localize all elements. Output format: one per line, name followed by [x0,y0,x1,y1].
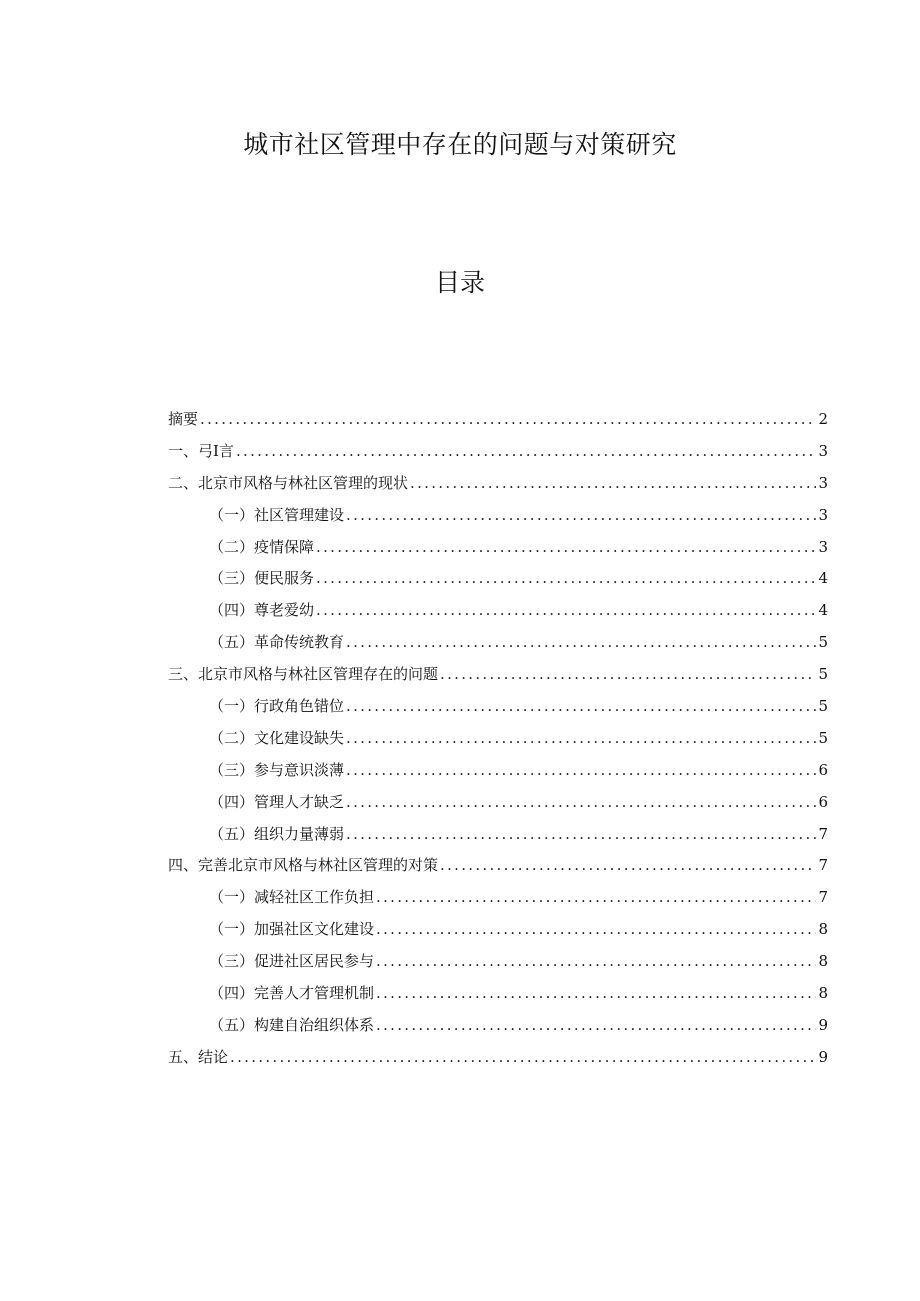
toc-entry-page-number: 4 [818,569,828,588]
toc-entry-label: （五）组织力量薄弱 [209,824,345,843]
toc-entry-page-number: 3 [818,505,828,524]
toc-entry[interactable] [168,500,828,532]
document-title: 城市社区管理中存在的问题与对策研究 [243,130,677,159]
toc-entry-page-number: 7 [818,824,828,843]
toc-entry-label: （一）加强社区文化建设 [209,920,375,939]
toc-entry[interactable] [168,914,828,946]
toc-entry[interactable] [168,627,828,659]
toc-entry-page-number: 5 [818,665,828,684]
toc-entry[interactable] [168,882,828,914]
toc-entry-label: （三）促进社区居民参与 [209,952,375,971]
toc-dot-leader [346,755,816,787]
toc-dot-leader [346,819,816,851]
toc-entry-label: （四）管理人才缺乏 [209,792,345,811]
toc-dot-leader [316,532,816,564]
toc-entry-label: 摘要 [168,410,199,428]
toc-entry-page-number: 8 [818,984,828,1003]
toc-entry[interactable] [168,1010,828,1042]
toc-dot-leader [236,436,816,468]
toc-entry[interactable] [168,468,828,500]
toc-dot-leader [376,882,816,914]
toc-entry[interactable] [168,978,828,1010]
toc-entry[interactable] [168,563,828,595]
toc-dot-leader [376,1010,816,1042]
toc-entry-label: 四、完善北京市风格与林社区管理的对策 [168,856,439,875]
toc-entry-label: （一）社区管理建设 [209,505,345,524]
toc-entry[interactable] [168,404,828,436]
toc-entry-label: （五）构建自治组织体系 [209,1015,375,1034]
toc-entry-page-number: 5 [818,697,828,716]
toc-entry-label: （三）参与意识淡薄 [209,760,345,779]
toc-entry-label: （四）尊老爱幼 [209,601,315,620]
toc-entry[interactable] [168,532,828,564]
toc-entry-label: （四）完善人才管理机制 [209,984,375,1003]
toc-entry[interactable] [168,723,828,755]
toc-entry-page-number: 7 [818,888,828,907]
toc-entry-page-number: 6 [818,792,828,811]
toc-entry-label: 二、北京市风格与林社区管理的现状 [168,473,409,492]
toc-dot-leader [230,1042,816,1074]
toc-dot-leader [346,723,816,755]
toc-dot-leader [410,468,816,500]
table-of-contents [168,404,828,1074]
toc-entry-label: （二）文化建设缺失 [209,728,345,747]
toc-entry-page-number: 3 [818,473,828,492]
toc-entry[interactable] [168,659,828,691]
toc-entry-page-number: 3 [818,537,828,556]
toc-entry[interactable] [168,436,828,468]
toc-dot-leader [376,978,816,1010]
toc-entry-page-number: 7 [818,856,828,875]
toc-dot-leader [440,659,816,691]
toc-entry-page-number: 8 [818,952,828,971]
toc-dot-leader [316,595,816,627]
toc-entry-label: （二）疫情保障 [209,537,315,556]
toc-entry[interactable] [168,787,828,819]
toc-entry[interactable] [168,850,828,882]
toc-dot-leader [346,500,816,532]
toc-entry-page-number: 3 [818,441,828,460]
toc-entry-label: （一）减轻社区工作负担 [209,888,375,907]
toc-entry[interactable] [168,691,828,723]
toc-entry-page-number: 9 [818,1015,828,1034]
toc-entry-label: 一、弓I言 [168,441,234,460]
toc-entry-page-number: 6 [818,760,828,779]
toc-entry-page-number: 2 [818,410,828,428]
toc-entry-page-number: 9 [818,1047,828,1066]
toc-entry-page-number: 8 [818,920,828,939]
toc-entry-label: （三）便民服务 [209,569,315,588]
toc-dot-leader [376,914,816,946]
toc-entry-page-number: 4 [818,601,828,620]
toc-entry-page-number: 5 [818,728,828,747]
toc-dot-leader [316,563,816,595]
toc-entry-label: （五）革命传统教育 [209,633,345,652]
toc-entry-label: 五、结论 [168,1047,229,1066]
toc-dot-leader [200,404,816,436]
toc-heading: 目录 [434,268,485,297]
toc-entry[interactable] [168,755,828,787]
toc-dot-leader [440,850,816,882]
toc-entry[interactable] [168,946,828,978]
toc-dot-leader [346,627,816,659]
toc-dot-leader [376,946,816,978]
toc-entry[interactable] [168,595,828,627]
toc-entry-label: （一）行政角色错位 [209,697,345,716]
toc-entry[interactable] [168,1042,828,1074]
toc-dot-leader [346,787,816,819]
toc-entry[interactable] [168,819,828,851]
toc-dot-leader [346,691,816,723]
toc-entry-label: 三、北京市风格与林社区管理存在的问题 [168,665,439,684]
toc-entry-page-number: 5 [818,633,828,652]
